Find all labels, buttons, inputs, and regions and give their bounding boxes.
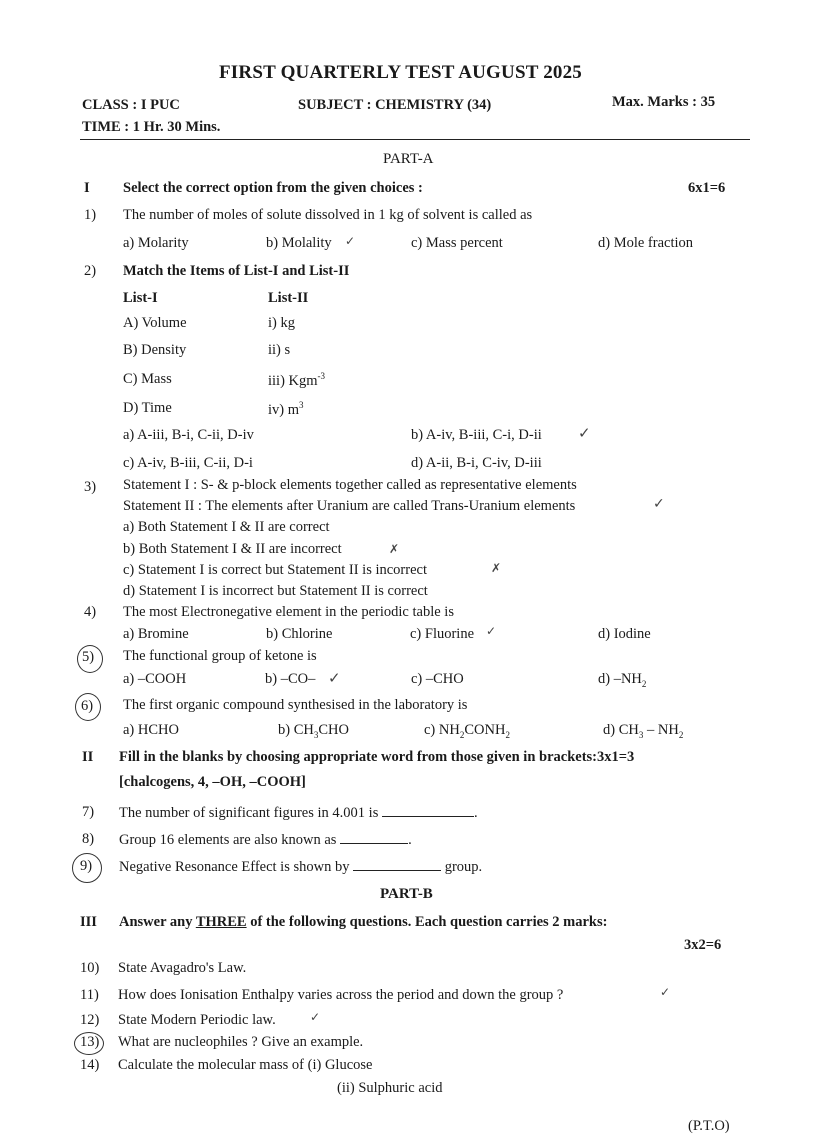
section-iii-post: of the following questions. Each question carries 2 marks:: [246, 914, 608, 930]
q7-number: 7): [82, 804, 95, 820]
q7-blank: [382, 804, 474, 817]
q2-option-a: a) A-iii, B-i, C-ii, D-iv: [123, 427, 254, 443]
q6-option-c-mid: CONH: [464, 722, 506, 738]
paper-title: FIRST QUARTERLY TEST AUGUST 2025: [219, 62, 582, 83]
time-label: TIME : 1 Hr. 30 Mins.: [82, 119, 221, 135]
q3-option-b: b) Both Statement I & II are incorrect: [123, 541, 342, 557]
q6-option-d-pre: d) CH: [603, 722, 639, 738]
q4-option-b: b) Chlorine: [266, 626, 333, 642]
q10-text: State Avagadro's Law.: [118, 960, 247, 976]
q12-text: State Modern Periodic law.: [118, 1012, 276, 1028]
q2-option-c: c) A-iv, B-iii, C-ii, D-i: [123, 455, 253, 471]
nh2-subscript: 2: [641, 678, 647, 689]
q2-option-b: b) A-iv, B-iii, C-i, D-ii: [411, 427, 542, 443]
q4-text: The most Electronegative element in the periodic table is: [123, 604, 454, 620]
q5-option-a: a) –COOH: [123, 671, 187, 687]
list-i-item-time: D) Time: [123, 400, 172, 416]
q3-option-d: d) Statement I is incorrect but Statement II is correct: [123, 583, 428, 599]
section-iii-marks: 3x2=6: [684, 937, 722, 953]
q9-text: [119, 858, 482, 876]
q4-number: 4): [84, 604, 97, 620]
q5-number: 5): [82, 649, 95, 665]
q3-statement-ii: Statement II : The elements after Uranium are called Trans-Uranium elements: [123, 498, 576, 514]
q8-text-post: .: [408, 832, 412, 848]
part-a-title: PART-A: [383, 151, 434, 167]
q5-option-d-text: d) –NH: [598, 671, 642, 687]
q8-number: 8): [82, 831, 95, 847]
q6-option-d: [603, 722, 683, 740]
section-ii-number: II: [82, 749, 94, 765]
section-iii-instruction: [119, 914, 607, 931]
section-iii-pre: Answer any: [119, 914, 196, 930]
q11-number: 11): [80, 987, 99, 1003]
q12-number: 12): [80, 1012, 100, 1028]
q4-option-d: d) Iodine: [598, 626, 651, 642]
q6-option-b: [278, 722, 349, 740]
section-i-number: I: [84, 180, 90, 196]
q5-text: The functional group of ketone is: [123, 648, 317, 664]
q1-option-a: a) Molarity: [123, 235, 189, 251]
section-iii-number: III: [80, 914, 97, 930]
q6-option-d-post: – NH: [643, 722, 679, 738]
q1-option-c: c) Mass percent: [411, 235, 503, 251]
q1-text: The number of moles of solute dissolved in 1 kg of solvent is called as: [123, 207, 533, 223]
kgm-exponent: -3: [317, 371, 326, 381]
tick-mark-icon: ✓: [486, 624, 497, 638]
list-ii-item-kg: i) kg: [268, 315, 295, 331]
list-ii-item-kgm: [268, 371, 325, 390]
list-ii-item-m3-text: iv) m: [268, 401, 300, 418]
q5-option-d: [598, 671, 646, 689]
q4-option-a: a) Bromine: [123, 626, 189, 642]
q1-number: 1): [84, 207, 97, 223]
tick-mark-icon: ✓: [345, 234, 356, 248]
q6-option-c: [424, 722, 510, 740]
q5-option-b: b) –CO–: [265, 671, 316, 687]
nh2-subscript: 2: [459, 729, 465, 740]
q9-text-pre: Negative Resonance Effect is shown by: [119, 859, 350, 875]
max-marks-label: Max. Marks : 35: [612, 94, 716, 110]
header-divider: [80, 139, 750, 140]
q9-number: 9): [80, 858, 93, 874]
q3-option-a: a) Both Statement I & II are correct: [123, 519, 330, 535]
q3-option-c: c) Statement I is correct but Statement II is incorrect: [123, 562, 427, 578]
section-ii-instruction: Fill in the blanks by choosing appropriate word from those given in brackets:3x1=3: [119, 749, 635, 765]
section-i-marks: 6x1=6: [688, 180, 726, 196]
q8-text: [119, 831, 412, 849]
q1-option-b: b) Molality: [266, 235, 332, 251]
list-i-item-density: B) Density: [123, 342, 187, 358]
list-i-heading: List-I: [123, 290, 158, 306]
q2-option-d: d) A-ii, B-i, C-iv, D-iii: [411, 455, 542, 471]
q2-number: 2): [84, 263, 97, 279]
q6-option-a: a) HCHO: [123, 722, 179, 738]
m3-exponent: 3: [299, 400, 304, 410]
q1-option-d: d) Mole fraction: [598, 235, 694, 251]
list-ii-item-kgm-text: iii) Kgm: [268, 372, 318, 389]
ch3-subscript: 3: [313, 729, 319, 740]
q6-number: 6): [81, 698, 94, 714]
q14-text: Calculate the molecular mass of (i) Glucose: [118, 1057, 373, 1073]
q3-number: 3): [84, 479, 97, 495]
q6-option-c-pre: c) NH: [424, 722, 460, 738]
pto-label: (P.T.O): [688, 1118, 730, 1134]
q11-text: How does Ionisation Enthalpy varies across the period and down the group ?: [118, 987, 564, 1003]
list-ii-item-s: ii) s: [268, 342, 291, 358]
section-iii-three: THREE: [195, 914, 247, 930]
nh2-subscript: 2: [678, 729, 684, 740]
list-ii-item-m3: [268, 400, 304, 419]
q13-text: What are nucleophiles ? Give an example.: [118, 1034, 364, 1050]
tick-mark-icon: ✓: [660, 985, 671, 999]
tick-mark-icon: ✓: [578, 424, 591, 442]
part-b-title: PART-B: [380, 886, 433, 902]
q9-blank: [353, 858, 441, 871]
subject-label: SUBJECT : CHEMISTRY (34): [298, 97, 492, 113]
q6-text: The first organic compound synthesised in the laboratory is: [123, 697, 468, 713]
class-label: CLASS : I PUC: [82, 97, 180, 113]
q7-text: [119, 804, 478, 822]
q8-blank: [340, 831, 408, 844]
q3-statement-i: Statement I : S- & p-block elements together called as representative elements: [123, 477, 577, 493]
q8-text-pre: Group 16 elements are also known as: [119, 832, 337, 848]
list-i-item-mass: C) Mass: [123, 371, 172, 387]
q14-number: 14): [80, 1057, 100, 1073]
q4-option-c: c) Fluorine: [410, 626, 475, 642]
q5-option-c: c) –CHO: [411, 671, 464, 687]
q7-text-post: .: [473, 805, 478, 821]
tick-mark-icon: ✓: [310, 1010, 321, 1024]
cross-mark-icon: ✗: [389, 542, 400, 556]
tick-mark-icon: ✓: [328, 669, 341, 687]
section-ii-word-bank: [chalcogens, 4, –OH, –COOH]: [119, 774, 306, 790]
q9-text-post: group.: [444, 859, 483, 875]
nh2-subscript: 2: [505, 729, 510, 740]
q14-text-part-ii: (ii) Sulphuric acid: [337, 1080, 443, 1096]
q10-number: 10): [80, 960, 100, 976]
ch3-subscript: 3: [638, 729, 644, 740]
cross-mark-icon: ✗: [491, 561, 502, 575]
q6-option-b-pre: b) CH: [278, 722, 314, 738]
q6-option-b-post: CHO: [318, 722, 349, 738]
list-i-item-volume: A) Volume: [123, 315, 187, 331]
list-ii-heading: List-II: [268, 290, 309, 306]
q13-number: 13): [80, 1034, 100, 1050]
q7-text-pre: The number of significant figures in 4.001 is: [119, 805, 379, 821]
q2-text: Match the Items of List-I and List-II: [123, 263, 350, 279]
section-i-instruction: Select the correct option from the given choices :: [123, 180, 423, 196]
tick-mark-icon: ✓: [653, 496, 665, 512]
